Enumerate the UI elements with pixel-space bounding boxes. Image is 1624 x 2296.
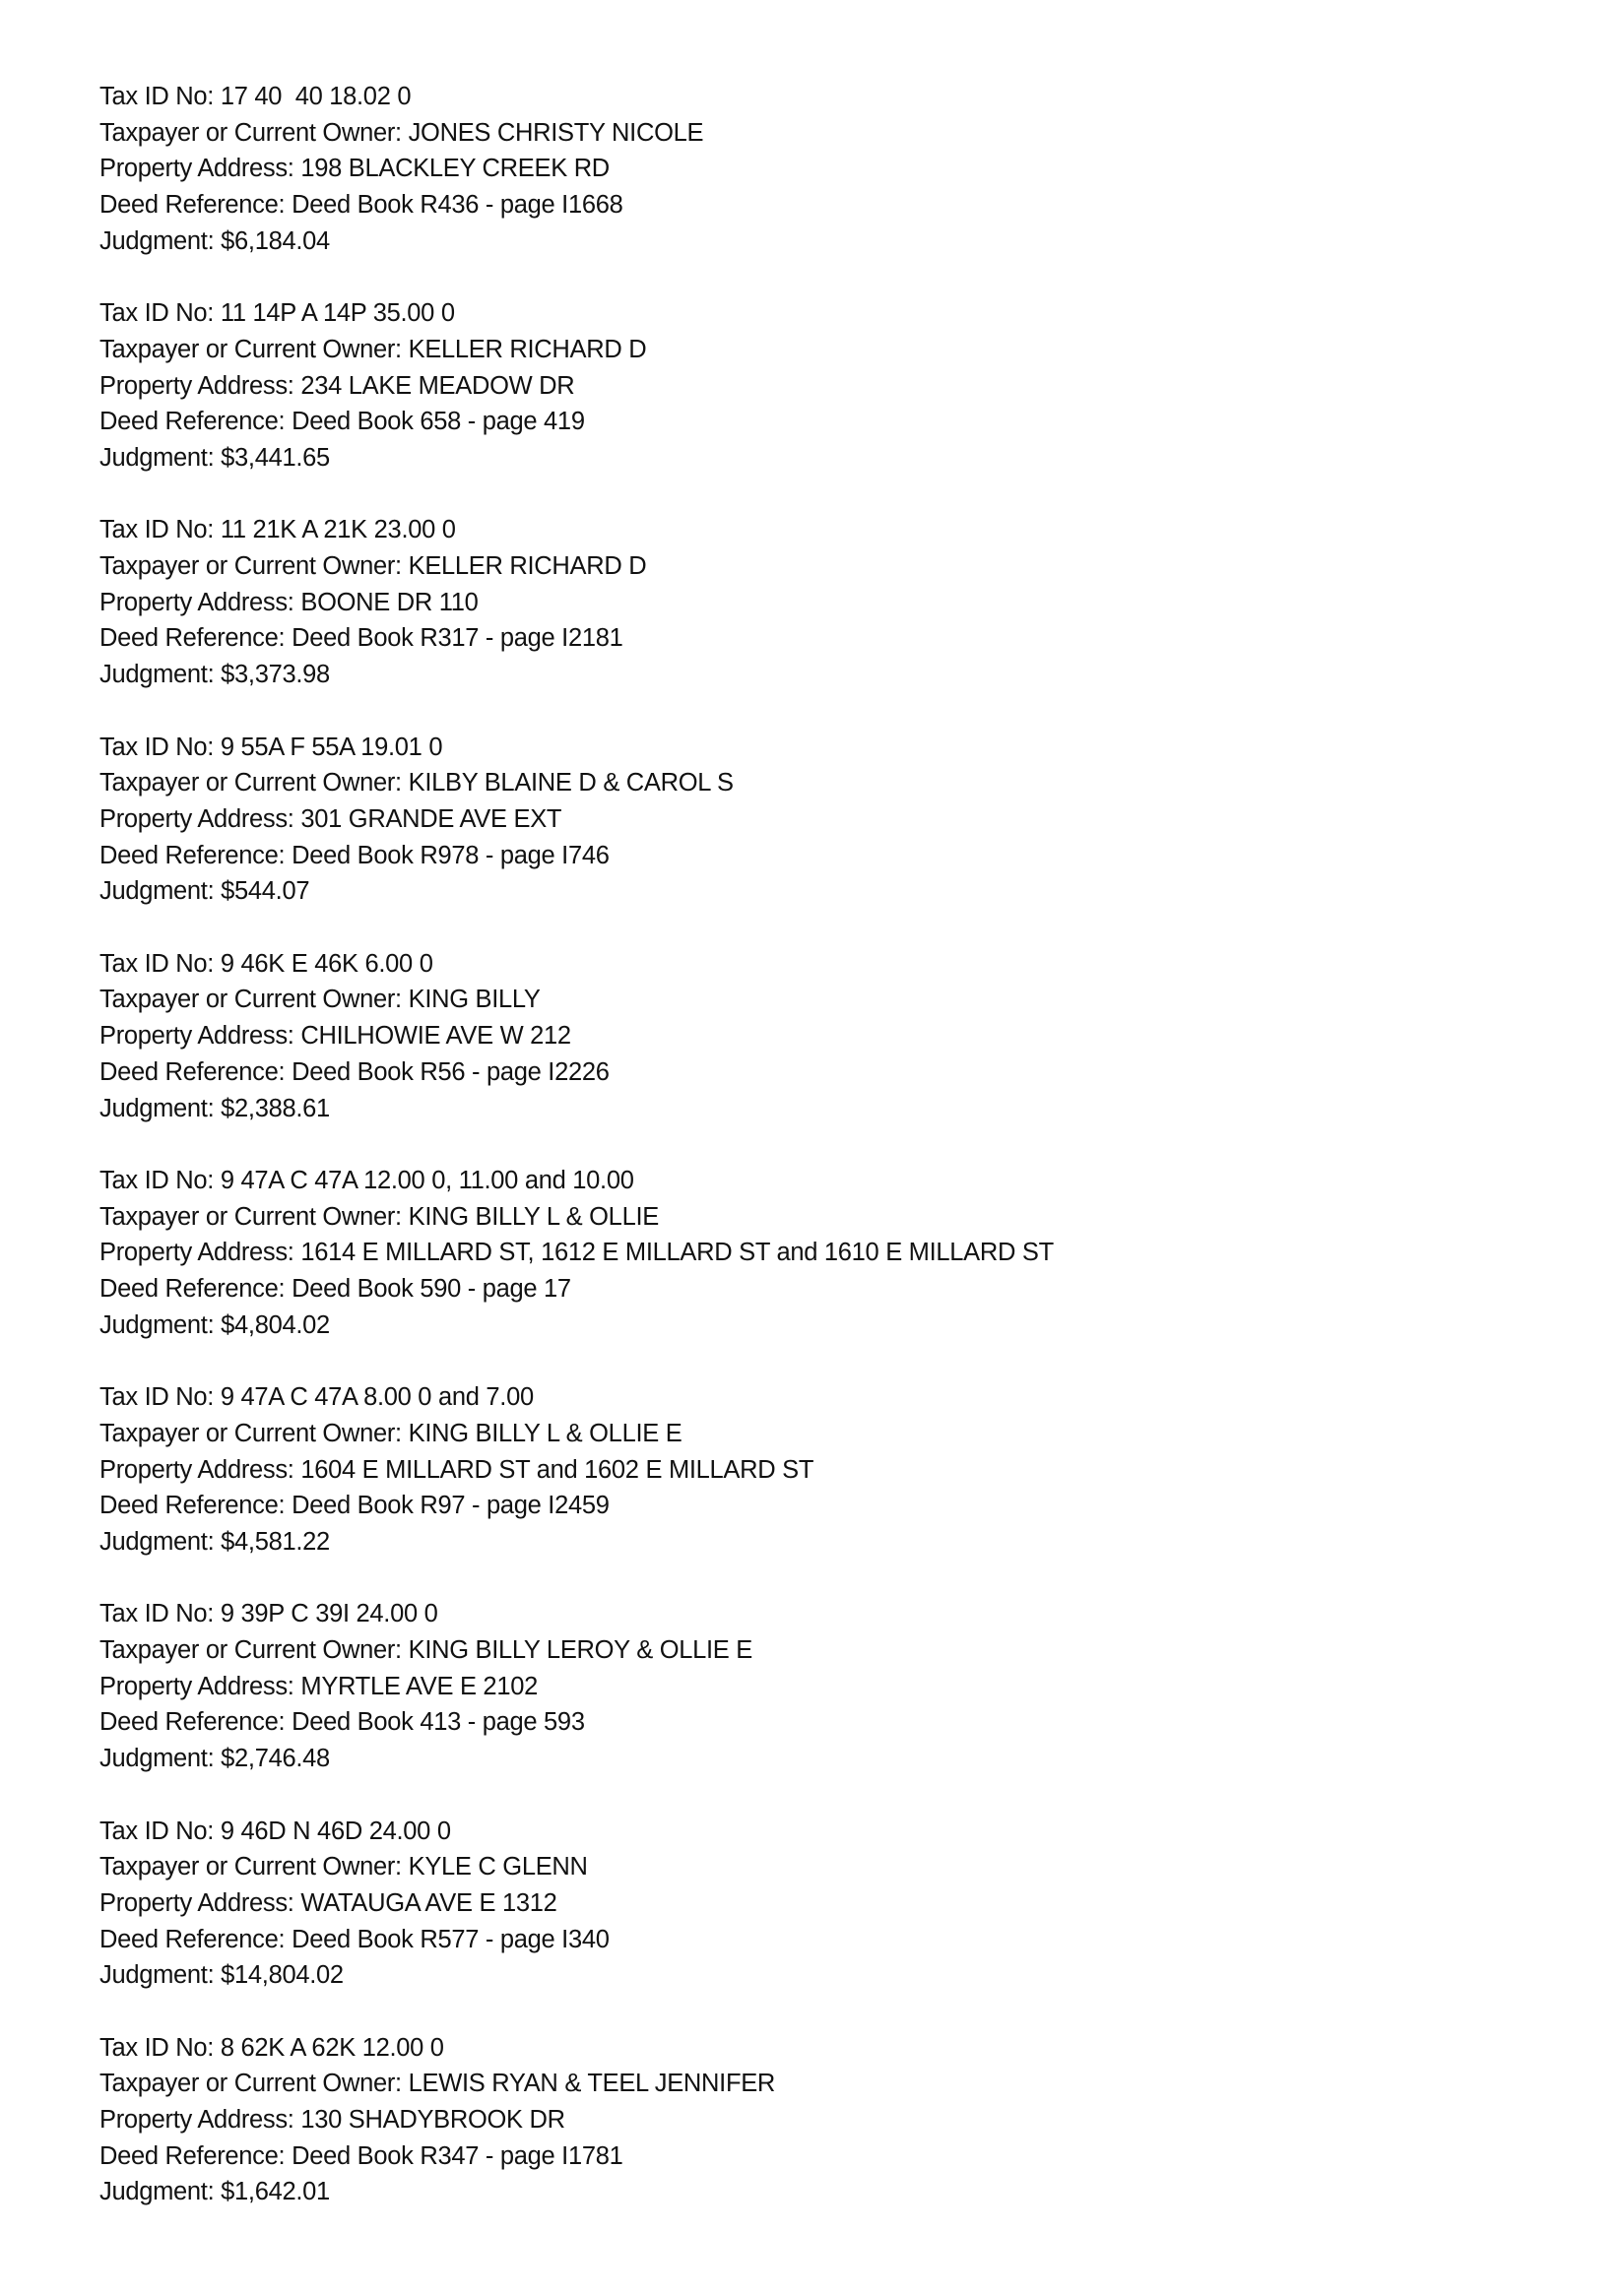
property-record	[99, 295, 1577, 512]
address-value: CHILHOWIE AVE W 212	[300, 1022, 571, 1051]
address-label: Property Address:	[99, 1455, 301, 1484]
address-line	[99, 1452, 1577, 1489]
tax-id-line	[99, 79, 1577, 115]
judgment-label: Judgment:	[99, 1527, 222, 1556]
owner-line	[99, 2066, 1577, 2102]
deed-line	[99, 838, 1577, 874]
deed-line	[99, 1704, 1577, 1741]
tax-id-value: 11 14P A 14P 35.00 0	[220, 299, 455, 328]
owner-value: KELLER RICHARD D	[408, 552, 647, 581]
deed-line	[99, 1054, 1577, 1091]
owner-value: KING BILLY L & OLLIE E	[408, 1419, 682, 1447]
deed-label: Deed Reference:	[99, 1275, 292, 1303]
deed-value: Deed Book 658 - page 419	[292, 408, 585, 436]
judgment-value: $3,441.65	[221, 443, 330, 472]
address-label: Property Address:	[99, 1239, 301, 1267]
address-label: Property Address:	[99, 804, 301, 833]
tax-id-value: 9 55A F 55A 19.01 0	[220, 733, 443, 761]
tax-id-label: Tax ID No:	[99, 83, 221, 110]
judgment-label: Judgment:	[99, 226, 222, 255]
owner-label: Taxpayer or Current Owner:	[99, 769, 409, 797]
judgment-line	[99, 1307, 1577, 1344]
owner-value: LEWIS RYAN & TEEL JENNIFER	[408, 2070, 776, 2098]
address-line	[99, 801, 1577, 838]
property-record	[99, 2030, 1577, 2247]
deed-label: Deed Reference:	[99, 841, 292, 869]
judgment-label: Judgment:	[99, 1310, 222, 1339]
owner-value: KILBY BLAINE D & CAROL S	[408, 769, 734, 797]
tax-id-label: Tax ID No:	[99, 299, 221, 328]
owner-label: Taxpayer or Current Owner:	[99, 2070, 409, 2098]
address-line	[99, 1885, 1577, 1922]
deed-line	[99, 404, 1577, 440]
owner-line	[99, 115, 1577, 152]
address-value: BOONE DR 110	[300, 588, 479, 616]
owner-line	[99, 548, 1577, 585]
address-label: Property Address:	[99, 155, 301, 183]
owner-value: KING BILLY	[408, 986, 541, 1014]
tax-id-label: Tax ID No:	[99, 1166, 221, 1194]
judgment-line	[99, 1741, 1577, 1777]
judgment-line	[99, 440, 1577, 477]
deed-label: Deed Reference:	[99, 191, 292, 220]
tax-id-value: 11 21K A 21K 23.00 0	[220, 516, 456, 544]
address-label: Property Address:	[99, 2106, 301, 2135]
judgment-value: $6,184.04	[221, 226, 330, 255]
deed-value: Deed Book R436 - page I1668	[292, 191, 623, 220]
deed-line	[99, 2138, 1577, 2175]
owner-label: Taxpayer or Current Owner:	[99, 335, 409, 363]
address-label: Property Address:	[99, 588, 301, 616]
tax-id-value: 9 39P C 39I 24.00 0	[220, 1600, 438, 1628]
property-record	[99, 512, 1577, 729]
tax-id-label: Tax ID No:	[99, 949, 221, 978]
judgment-line	[99, 1524, 1577, 1561]
property-record	[99, 1163, 1577, 1379]
tax-id-value: 9 46K E 46K 6.00 0	[220, 949, 433, 978]
judgment-line	[99, 223, 1577, 260]
deed-label: Deed Reference:	[99, 624, 292, 653]
judgment-line	[99, 2174, 1577, 2210]
property-record	[99, 1379, 1577, 1596]
judgment-value: $544.07	[221, 877, 310, 906]
judgment-value: $2,388.61	[221, 1094, 330, 1122]
judgment-label: Judgment:	[99, 443, 222, 472]
tax-id-value: 17 40 40 18.02 0	[220, 83, 412, 110]
tax-id-label: Tax ID No:	[99, 2033, 221, 2062]
address-line	[99, 585, 1577, 621]
tax-id-line	[99, 2030, 1577, 2067]
owner-label: Taxpayer or Current Owner:	[99, 552, 409, 581]
judgment-line	[99, 1957, 1577, 1994]
address-value: 234 LAKE MEADOW DR	[300, 371, 575, 400]
owner-line	[99, 1849, 1577, 1885]
property-record	[99, 946, 1577, 1163]
owner-label: Taxpayer or Current Owner:	[99, 1636, 409, 1664]
tax-id-label: Tax ID No:	[99, 1817, 221, 1845]
tax-id-line	[99, 1596, 1577, 1632]
owner-label: Taxpayer or Current Owner:	[99, 1853, 409, 1881]
tax-id-line	[99, 1163, 1577, 1199]
deed-value: Deed Book 413 - page 593	[292, 1708, 585, 1737]
deed-line	[99, 187, 1577, 223]
judgment-line	[99, 1091, 1577, 1127]
address-line	[99, 368, 1577, 405]
address-value: 1614 E MILLARD ST, 1612 E MILLARD ST and 1610 E MILLARD ST	[300, 1239, 1054, 1267]
owner-line	[99, 982, 1577, 1018]
deed-label: Deed Reference:	[99, 1492, 292, 1520]
tax-id-line	[99, 512, 1577, 548]
tax-id-label: Tax ID No:	[99, 1600, 221, 1628]
judgment-label: Judgment:	[99, 1961, 222, 1990]
address-value: 198 BLACKLEY CREEK RD	[300, 155, 610, 183]
judgment-value: $1,642.01	[221, 2178, 330, 2206]
document-page	[99, 79, 1577, 2247]
judgment-label: Judgment:	[99, 661, 222, 689]
tax-id-value: 9 47A C 47A 12.00 0, 11.00 and 10.00	[220, 1166, 634, 1194]
judgment-value: $4,804.02	[221, 1310, 330, 1339]
address-line	[99, 1235, 1577, 1271]
address-value: 1604 E MILLARD ST and 1602 E MILLARD ST	[300, 1455, 814, 1484]
owner-line	[99, 1199, 1577, 1236]
address-label: Property Address:	[99, 1022, 301, 1051]
owner-label: Taxpayer or Current Owner:	[99, 986, 409, 1014]
deed-value: Deed Book R97 - page I2459	[292, 1492, 610, 1520]
owner-line	[99, 332, 1577, 368]
address-line	[99, 1018, 1577, 1054]
owner-value: KYLE C GLENN	[408, 1853, 588, 1881]
tax-id-value: 9 46D N 46D 24.00 0	[220, 1817, 451, 1845]
address-line	[99, 1669, 1577, 1705]
deed-value: Deed Book R317 - page I2181	[292, 624, 623, 653]
tax-id-value: 8 62K A 62K 12.00 0	[220, 2033, 444, 2062]
tax-id-value: 9 47A C 47A 8.00 0 and 7.00	[220, 1383, 534, 1412]
deed-line	[99, 1271, 1577, 1307]
owner-label: Taxpayer or Current Owner:	[99, 1202, 409, 1231]
tax-id-line	[99, 295, 1577, 332]
owner-value: KELLER RICHARD D	[408, 335, 647, 363]
address-value: 130 SHADYBROOK DR	[300, 2106, 565, 2135]
judgment-label: Judgment:	[99, 2178, 222, 2206]
deed-line	[99, 1922, 1577, 1958]
deed-label: Deed Reference:	[99, 1925, 292, 1953]
tax-id-line	[99, 730, 1577, 766]
judgment-label: Judgment:	[99, 1094, 222, 1122]
address-value: MYRTLE AVE E 2102	[300, 1672, 538, 1700]
address-label: Property Address:	[99, 1672, 301, 1700]
owner-label: Taxpayer or Current Owner:	[99, 118, 409, 147]
tax-id-line	[99, 946, 1577, 983]
deed-label: Deed Reference:	[99, 1708, 292, 1737]
deed-value: Deed Book R347 - page I1781	[292, 2141, 623, 2170]
deed-line	[99, 620, 1577, 657]
owner-line	[99, 1632, 1577, 1669]
address-value: 301 GRANDE AVE EXT	[300, 804, 562, 833]
judgment-line	[99, 657, 1577, 693]
property-record	[99, 730, 1577, 946]
property-record	[99, 79, 1577, 295]
owner-value: KING BILLY L & OLLIE	[408, 1202, 659, 1231]
owner-value: JONES CHRISTY NICOLE	[408, 118, 704, 147]
tax-id-label: Tax ID No:	[99, 1383, 221, 1412]
owner-line	[99, 1416, 1577, 1452]
deed-line	[99, 1488, 1577, 1524]
deed-value: Deed Book R978 - page I746	[292, 841, 610, 869]
judgment-value: $2,746.48	[221, 1745, 330, 1773]
owner-value: KING BILLY LEROY & OLLIE E	[408, 1636, 752, 1664]
judgment-label: Judgment:	[99, 877, 222, 906]
owner-label: Taxpayer or Current Owner:	[99, 1419, 409, 1447]
address-line	[99, 151, 1577, 187]
judgment-line	[99, 873, 1577, 910]
judgment-value: $3,373.98	[221, 661, 330, 689]
address-label: Property Address:	[99, 1888, 301, 1917]
address-label: Property Address:	[99, 371, 301, 400]
tax-id-label: Tax ID No:	[99, 733, 221, 761]
property-record	[99, 1596, 1577, 1813]
tax-id-line	[99, 1814, 1577, 1850]
property-record	[99, 1814, 1577, 2030]
deed-label: Deed Reference:	[99, 1057, 292, 1086]
address-line	[99, 2102, 1577, 2138]
judgment-value: $4,581.22	[221, 1527, 330, 1556]
tax-id-label: Tax ID No:	[99, 516, 221, 544]
deed-label: Deed Reference:	[99, 2141, 292, 2170]
deed-value: Deed Book R577 - page I340	[292, 1925, 610, 1953]
tax-id-line	[99, 1379, 1577, 1416]
owner-line	[99, 765, 1577, 801]
deed-value: Deed Book R56 - page I2226	[292, 1057, 610, 1086]
judgment-value: $14,804.02	[221, 1961, 344, 1990]
judgment-label: Judgment:	[99, 1745, 222, 1773]
deed-label: Deed Reference:	[99, 408, 292, 436]
deed-value: Deed Book 590 - page 17	[292, 1275, 571, 1303]
address-value: WATAUGA AVE E 1312	[300, 1888, 557, 1917]
